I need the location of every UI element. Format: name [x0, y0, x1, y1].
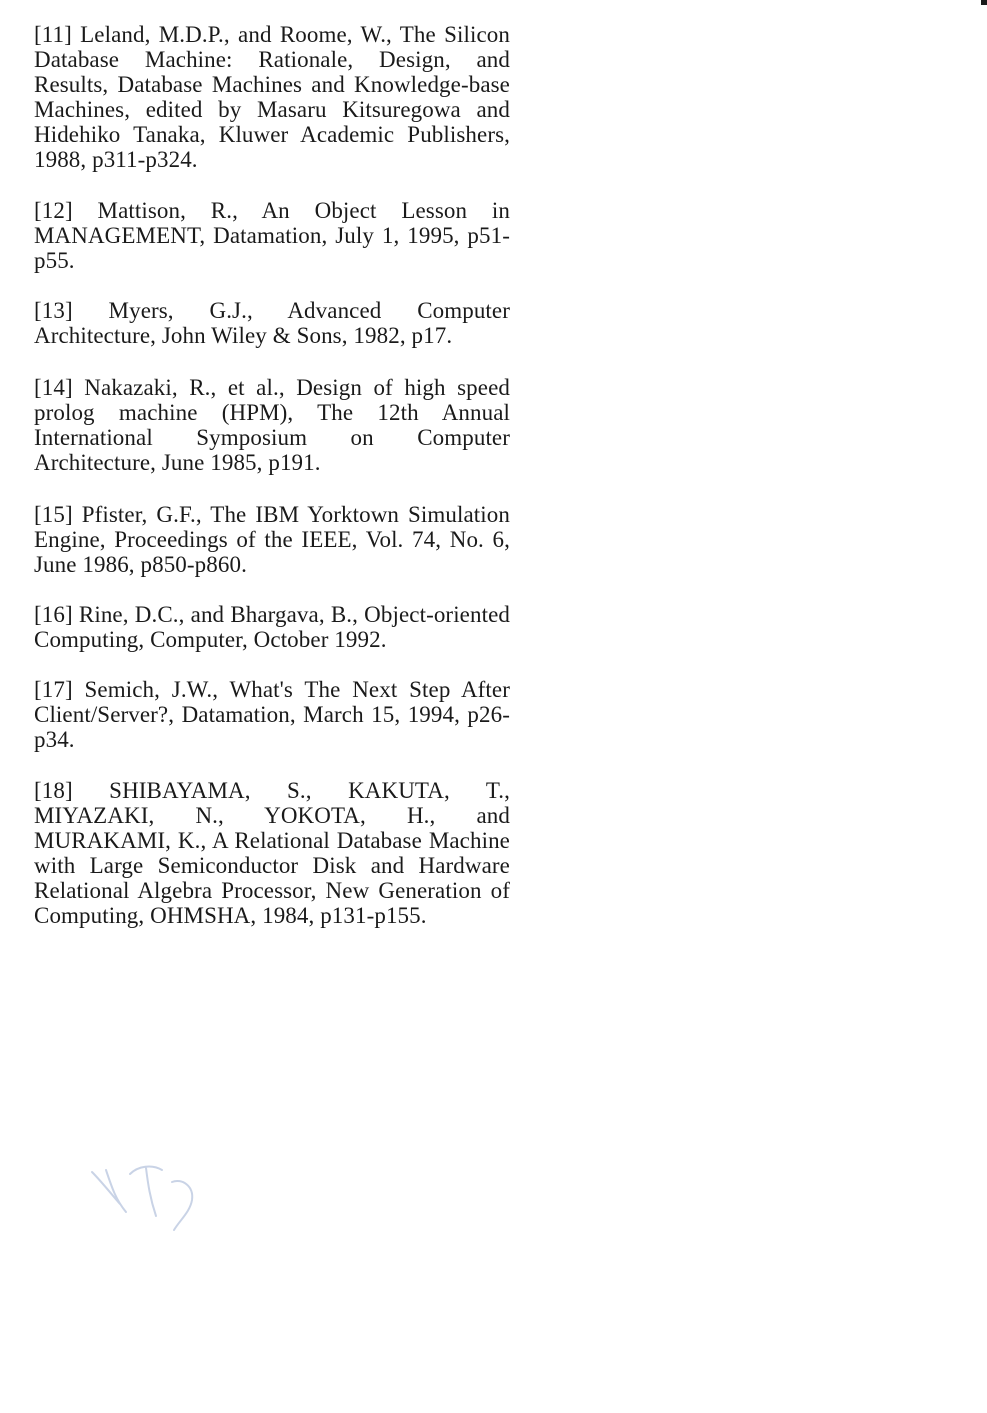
reference-item-18: [18] SHIBAYAMA, S., KAKUTA, T., MIYAZAKI, N., YOKOTA, H., and MURAKAMI, K., A Relational Database Machine with Large Semiconductor Disk and Hardware Relational Algebra Processor, New Generation of Computing, OHMSHA, 1984, p131-p155.	[34, 778, 510, 928]
reference-item-17: [17] Semich, J.W., What's The Next Step After Client/Server?, Datamation, March 15, 1994, p26-p34.	[34, 677, 510, 752]
reference-item-13: [13] Myers, G.J., Advanced Computer Architecture, John Wiley & Sons, 1982, p17.	[34, 298, 510, 348]
reference-item-16: [16] Rine, D.C., and Bhargava, B., Object-oriented Computing, Computer, October 1992.	[34, 602, 510, 652]
reference-list	[34, 22, 510, 954]
reference-item-12: [12] Mattison, R., An Object Lesson in MANAGEMENT, Datamation, July 1, 1995, p51-p55.	[34, 198, 510, 273]
reference-item-14: [14] Nakazaki, R., et al., Design of high speed prolog machine (HPM), The 12th Annual International Symposium on Computer Architecture, June 1985, p191.	[34, 375, 510, 475]
reference-item-15: [15] Pfister, G.F., The IBM Yorktown Simulation Engine, Proceedings of the IEEE, Vol. 74, No. 6, June 1986, p850-p860.	[34, 502, 510, 577]
faint-pencil-scribble	[86, 1160, 206, 1240]
reference-item-11: [11] Leland, M.D.P., and Roome, W., The Silicon Database Machine: Rationale, Design, and Results, Database Machines and Knowledge-base Machines, edited by Masaru Kitsuregowa and Hidehiko Tanaka, Kluwer Academic Publishers, 1988, p311-p324.	[34, 22, 510, 172]
page-corner-mark	[981, 0, 987, 5]
